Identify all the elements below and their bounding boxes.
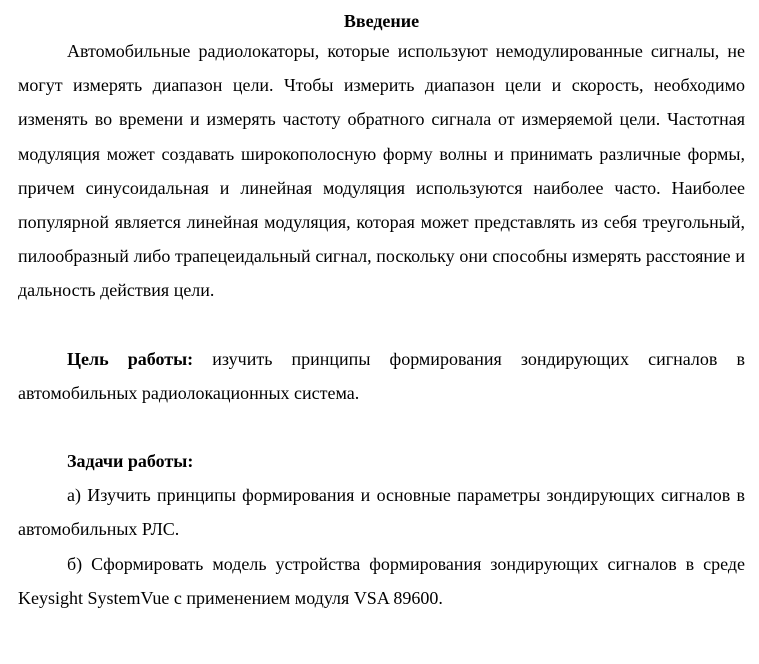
section-title: Введение — [343, 11, 420, 31]
intro-paragraph: Автомобильные радиолокаторы, которые используют немодулированные сигналы, не могут измерять диапазон цели. Чтобы измерить диапазон цели и скорость, необходимо изменять во времени и измерять частоту обратного сигнала от измеряемой цели. Частотная модуляция может создавать широкополосную форму волны и принимать различные формы, причем синусоидальная и линейная модуляция используются наиболее часто. Наиболее популярной является линейная модуляция, которая может представлять из себя треугольный, пилообразный либо трапецеидальный сигнал, поскольку они способны измерять расстояние и дальность действия цели. — [18, 41, 745, 301]
task-item-a: а) Изучить принципы формирования и основные параметры зондирующих сигналов в автомобильных РЛС. — [18, 485, 745, 540]
goal-label: Цель работы: — [67, 348, 194, 369]
document-page — [18, 0, 745, 615]
task-item-b: б) Сформировать модель устройства формирования зондирующих сигналов в среде Keysight SystemVue с применением модуля VSA 89600. — [18, 553, 745, 608]
goal-text: изучить принципы формирования зондирующих сигналов в автомобильных радиолокационных система. — [18, 348, 745, 403]
goal-paragraph — [18, 342, 745, 410]
tasks-heading: Задачи работы: — [67, 451, 194, 472]
